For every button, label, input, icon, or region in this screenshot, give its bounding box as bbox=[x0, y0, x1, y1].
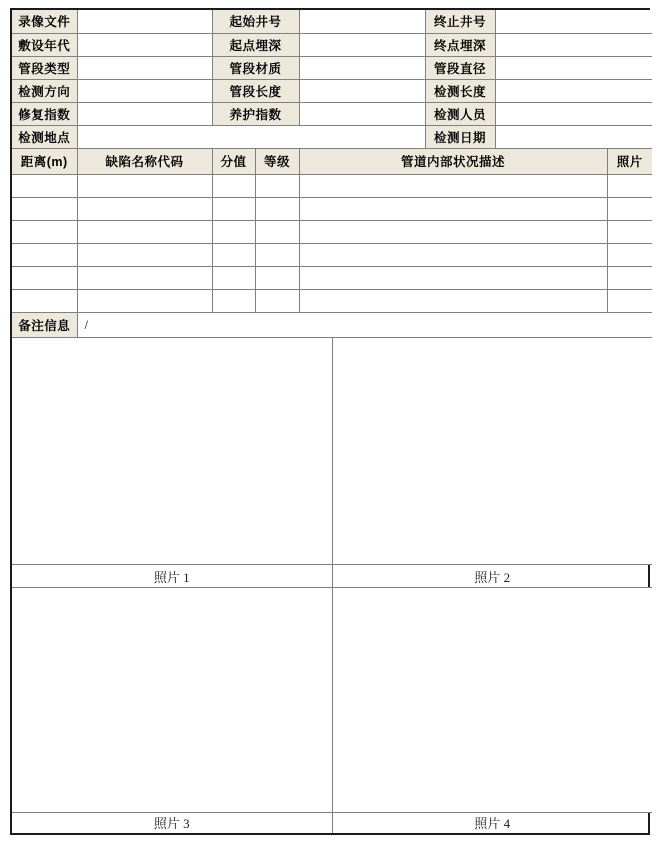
defect-cell[interactable] bbox=[77, 221, 212, 244]
defect-cell[interactable] bbox=[255, 221, 299, 244]
defect-table-empty-row bbox=[12, 198, 652, 221]
info-row bbox=[12, 10, 652, 33]
defect-cell[interactable] bbox=[212, 221, 255, 244]
defect-cell[interactable] bbox=[77, 267, 212, 290]
defect-cell[interactable] bbox=[299, 198, 607, 221]
col-distance-header: 距离(m) bbox=[12, 149, 77, 175]
defect-table-empty-row bbox=[12, 290, 652, 313]
col-photo-header: 照片 bbox=[607, 149, 652, 175]
start-buried-depth-label: 起点埋深 bbox=[212, 33, 299, 56]
defect-cell[interactable] bbox=[212, 290, 255, 313]
defect-cell[interactable] bbox=[77, 244, 212, 267]
defect-table-empty-row bbox=[12, 221, 652, 244]
photo-area-row bbox=[12, 338, 652, 565]
defect-table-empty-row bbox=[12, 244, 652, 267]
defect-cell[interactable] bbox=[299, 221, 607, 244]
pipe-section-type-label: 管段类型 bbox=[12, 56, 77, 79]
photo-2-placeholder bbox=[332, 338, 652, 565]
defect-cell[interactable] bbox=[12, 175, 77, 198]
defect-cell[interactable] bbox=[12, 198, 77, 221]
remarks-section bbox=[12, 313, 652, 338]
pipe-section-length-value-cell[interactable] bbox=[299, 79, 425, 102]
remarks-label: 备注信息 bbox=[12, 313, 77, 337]
inspection-personnel-value-cell[interactable] bbox=[495, 102, 652, 125]
remarks-value-cell[interactable]: / bbox=[77, 313, 652, 337]
end-buried-depth-value-cell[interactable] bbox=[495, 33, 652, 56]
defect-table bbox=[12, 149, 652, 314]
inspection-date-label: 检测日期 bbox=[425, 125, 495, 148]
defect-cell[interactable] bbox=[255, 244, 299, 267]
col-grade-header: 等级 bbox=[255, 149, 299, 175]
defect-cell[interactable] bbox=[12, 267, 77, 290]
defect-cell[interactable] bbox=[607, 175, 652, 198]
defect-cell[interactable] bbox=[12, 244, 77, 267]
inspection-location-label: 检测地点 bbox=[12, 125, 77, 148]
end-well-no-label: 终止井号 bbox=[425, 10, 495, 33]
info-row bbox=[12, 102, 652, 125]
photo-3-placeholder bbox=[12, 588, 332, 813]
defect-cell[interactable] bbox=[299, 290, 607, 313]
col-score-header: 分值 bbox=[212, 149, 255, 175]
maintenance-index-value-cell[interactable] bbox=[299, 102, 425, 125]
start-buried-depth-value-cell[interactable] bbox=[299, 33, 425, 56]
defect-cell[interactable] bbox=[607, 267, 652, 290]
repair-index-label: 修复指数 bbox=[12, 102, 77, 125]
info-row bbox=[12, 33, 652, 56]
info-row bbox=[12, 125, 652, 148]
repair-index-value-cell[interactable] bbox=[77, 102, 212, 125]
pipe-section-material-value-cell[interactable] bbox=[299, 56, 425, 79]
defect-cell[interactable] bbox=[299, 244, 607, 267]
photo-4-caption: 照片 4 bbox=[474, 816, 511, 832]
defect-cell[interactable] bbox=[212, 244, 255, 267]
inspection-personnel-label: 检测人员 bbox=[425, 102, 495, 125]
photo-grid bbox=[12, 338, 652, 833]
defect-cell[interactable] bbox=[607, 198, 652, 221]
inspection-length-value-cell[interactable] bbox=[495, 79, 652, 102]
defect-cell[interactable] bbox=[77, 198, 212, 221]
end-well-no-value-cell[interactable] bbox=[495, 10, 652, 33]
inspection-direction-value-cell[interactable] bbox=[77, 79, 212, 102]
maintenance-index-label: 养护指数 bbox=[212, 102, 299, 125]
remarks-row bbox=[12, 313, 652, 337]
photo-1-caption: 照片 1 bbox=[12, 565, 332, 588]
defect-cell[interactable] bbox=[12, 290, 77, 313]
pipe-section-diameter-value-cell[interactable] bbox=[495, 56, 652, 79]
photo-4-placeholder bbox=[332, 588, 652, 813]
info-section bbox=[12, 10, 652, 149]
defect-cell[interactable] bbox=[212, 175, 255, 198]
defect-table-header-row bbox=[12, 149, 652, 175]
defect-cell[interactable] bbox=[12, 221, 77, 244]
photo-area-row bbox=[12, 588, 652, 813]
inspection-direction-label: 检测方向 bbox=[12, 79, 77, 102]
defect-cell[interactable] bbox=[607, 244, 652, 267]
col-internal-condition-header: 管道内部状况描述 bbox=[299, 149, 607, 175]
laying-year-value-cell[interactable] bbox=[77, 33, 212, 56]
defect-cell[interactable] bbox=[255, 175, 299, 198]
photo-1-placeholder bbox=[12, 338, 332, 565]
photo-caption-row bbox=[12, 813, 652, 833]
photo-3-caption: 照片 3 bbox=[12, 813, 332, 833]
pipeline-inspection-report-form bbox=[10, 8, 650, 835]
defect-table-empty-row bbox=[12, 175, 652, 198]
defect-cell[interactable] bbox=[255, 290, 299, 313]
end-buried-depth-label: 终点埋深 bbox=[425, 33, 495, 56]
info-row bbox=[12, 79, 652, 102]
start-well-no-label: 起始井号 bbox=[212, 10, 299, 33]
defect-cell[interactable] bbox=[255, 267, 299, 290]
photo-caption-row bbox=[12, 565, 652, 588]
video-file-value-cell[interactable] bbox=[77, 10, 212, 33]
video-file-label: 录像文件 bbox=[12, 10, 77, 33]
pipe-section-type-value-cell[interactable] bbox=[77, 56, 212, 79]
defect-cell[interactable] bbox=[299, 267, 607, 290]
inspection-length-label: 检测长度 bbox=[425, 79, 495, 102]
defect-cell[interactable] bbox=[255, 198, 299, 221]
defect-cell[interactable] bbox=[212, 267, 255, 290]
inspection-date-value-cell[interactable] bbox=[495, 125, 652, 148]
defect-table-empty-row bbox=[12, 267, 652, 290]
pipe-section-diameter-label: 管段直径 bbox=[425, 56, 495, 79]
defect-cell[interactable] bbox=[299, 175, 607, 198]
info-row bbox=[12, 56, 652, 79]
defect-cell[interactable] bbox=[212, 198, 255, 221]
defect-cell[interactable] bbox=[607, 221, 652, 244]
photo-2-caption: 照片 2 bbox=[332, 565, 652, 588]
laying-year-label: 敷设年代 bbox=[12, 33, 77, 56]
inspection-location-value-cell[interactable] bbox=[77, 125, 425, 148]
defect-cell[interactable] bbox=[607, 290, 652, 313]
pipe-section-length-label: 管段长度 bbox=[212, 79, 299, 102]
defect-cell[interactable] bbox=[77, 175, 212, 198]
start-well-no-value-cell[interactable] bbox=[299, 10, 425, 33]
pipe-section-material-label: 管段材质 bbox=[212, 56, 299, 79]
col-defect-code-header: 缺陷名称代码 bbox=[77, 149, 212, 175]
defect-cell[interactable] bbox=[77, 290, 212, 313]
